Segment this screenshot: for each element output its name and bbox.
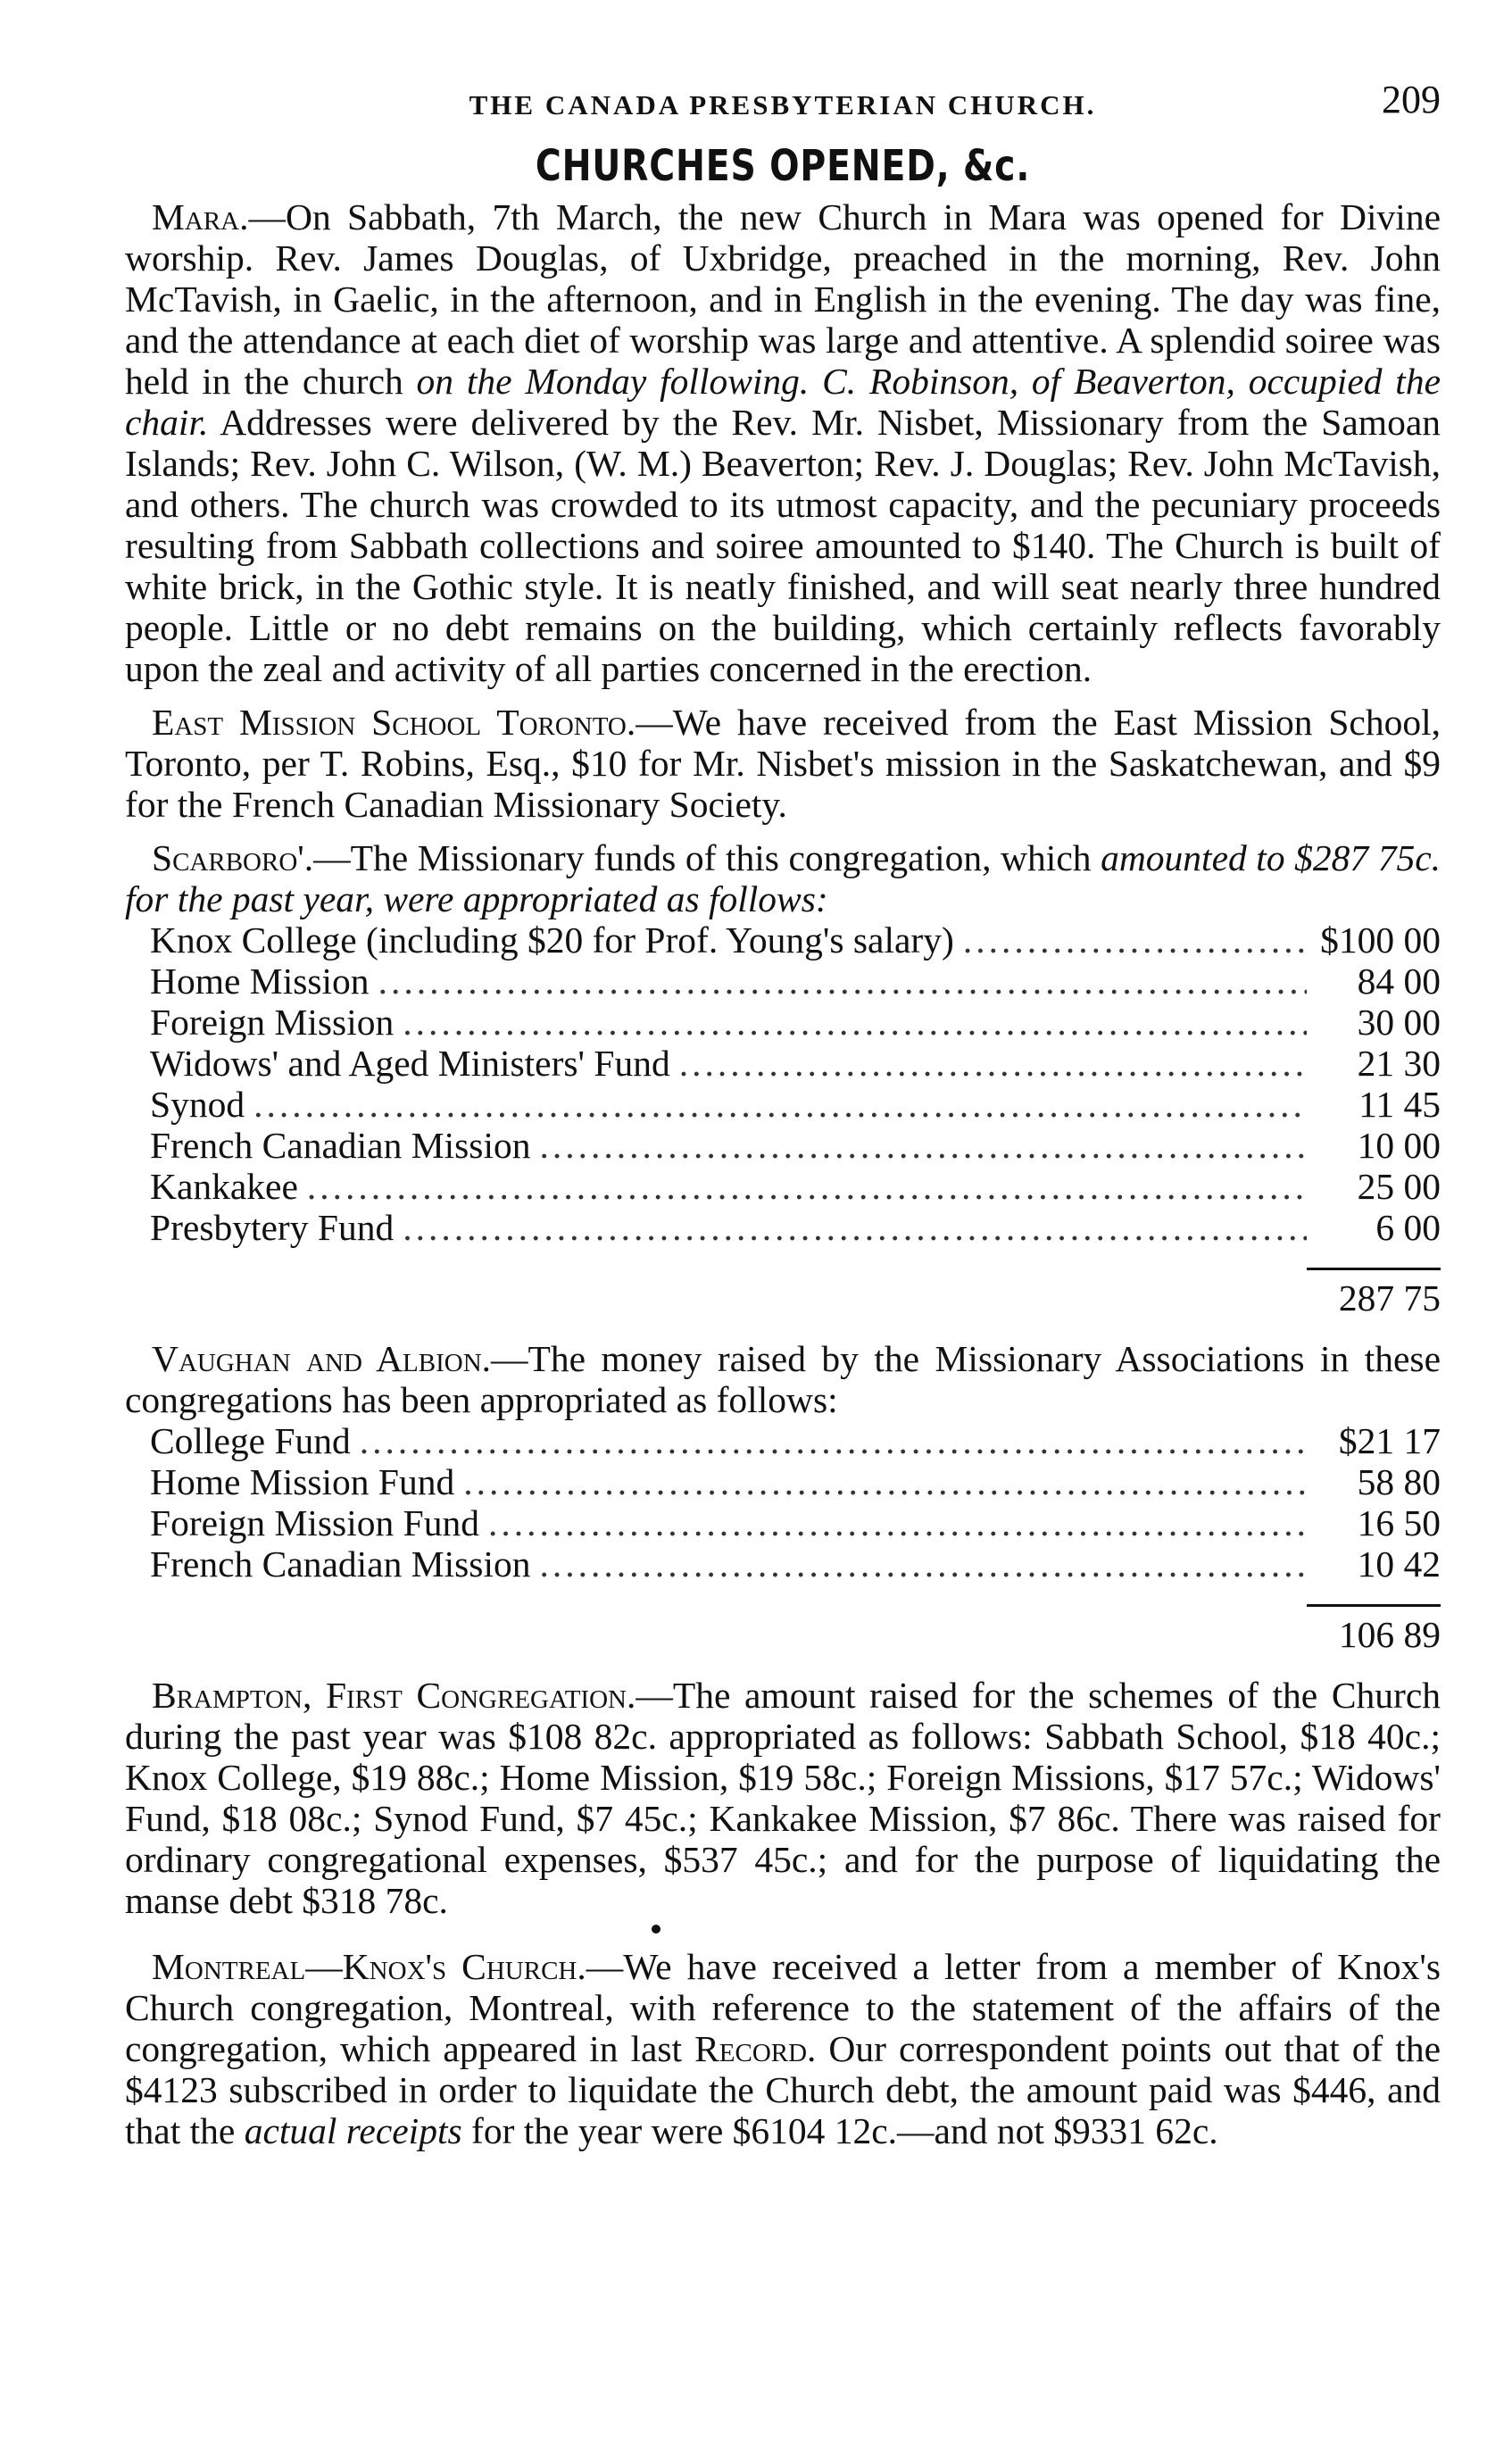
ledger-label: Synod (150, 1084, 245, 1125)
brampton-text: —The amount raised for the schemes of the Church during the past year was $108 82c. appropriated as follows: Sabbath School, $18 40c.; Knox College, $19 88c.; Home Mission, $19 58c.; Foreign Missions, $17 57c.; Widows' Fund, $18 08c.; Synod Fund, $7 45c.; Kankakee Mission, $7 86c. There was raised for ordinary congregational expenses, $537 45c.; and for the purpose of liquidating the manse debt $318 78c. (125, 1675, 1441, 1921)
ledger-scarboro (125, 919, 1441, 1248)
stray-dot (652, 1925, 660, 1934)
ledger-row (125, 1084, 1441, 1125)
total-rule (1307, 1604, 1441, 1607)
running-head-title: THE CANADA PRESBYTERIAN CHURCH. (469, 89, 1097, 121)
ledger-amount: 21 30 (1357, 1043, 1441, 1084)
scarboro-total: 287 75 (1338, 1277, 1441, 1318)
ledger-row (125, 1002, 1441, 1043)
total-rule (1307, 1268, 1441, 1270)
montreal-text: —We have received a letter from a member of Knox's Church congregation, Montreal, with reference to the statement of the affairs of the congregation, which appeared in last (125, 1946, 1441, 2069)
ledger-label: College Fund (150, 1420, 351, 1461)
ledger-row (125, 1461, 1441, 1502)
mara-italic: on the Monday following. C. Robinson, of Beaverton, occupied the chair. (125, 361, 1441, 443)
ledger-row (125, 1043, 1441, 1084)
scarboro-text: —The Missionary funds of this congregation, which (313, 837, 1101, 878)
ledger-row (125, 919, 1441, 961)
leader-dots (403, 1002, 1307, 1043)
vaughan-text: —The money raised by the Missionary Associations in these congregations has been appropriated as follows: (125, 1338, 1441, 1420)
ledger-row (125, 1166, 1441, 1207)
ledger-amount: 25 00 (1357, 1166, 1441, 1207)
paragraph-vaughan (125, 1338, 1441, 1420)
leader-dots (360, 1420, 1307, 1461)
ledger-amount: $100 00 (1320, 919, 1441, 961)
ledger-label: Foreign Mission (150, 1002, 395, 1043)
leader-dots (488, 1502, 1307, 1543)
leader-dots (539, 1543, 1307, 1584)
ledger-amount: 10 00 (1357, 1125, 1441, 1166)
leader-dots (378, 961, 1307, 1002)
east-mission-text: —We have received from the East Mission School, Toronto, per T. Robins, Esq., $10 for Mr. Nisbet's mission in the Saskatchewan, and $9 for the French Canadian Missionary Society. (125, 702, 1441, 825)
lead-scarboro: Scarboro'. (152, 837, 314, 878)
vaughan-total: 106 89 (1338, 1614, 1441, 1655)
mara-text2: Addresses were delivered by the Rev. Mr. Nisbet, Missionary from the Samoan Islands; Rev. John C. Wilson, (W. M.) Beaverton; Rev. J. Douglas; Rev. John McTavish, and others. The church was crowded to its utmost capacity, and the pecuniary proceeds resulting from Sabbath collections and soiree amounted to $140. The Church is built of white brick, in the Gothic style. It is neatly finished, and will seat nearly three hundred people. Little or no debt remains on the building, which certainly reflects favorably upon the zeal and activity of all parties concerned in the erection. (125, 402, 1441, 689)
montreal-record: Record. (694, 2028, 817, 2069)
leader-dots (679, 1043, 1307, 1084)
ledger-label: French Canadian Mission (150, 1543, 531, 1584)
montreal-text3: for the year were $6104 12c.—and not $9331 62c. (461, 2110, 1218, 2151)
paragraph-mara (125, 196, 1441, 689)
leader-dots (963, 919, 1307, 961)
lead-east-mission: East Mission School Toronto. (152, 702, 636, 743)
leader-dots (307, 1166, 1307, 1207)
ledger-label: Widows' and Aged Ministers' Fund (150, 1043, 670, 1084)
ledger-row (125, 1543, 1441, 1584)
lead-vaughan: Vaughan and Albion. (152, 1338, 492, 1379)
ledger-row (125, 1125, 1441, 1166)
paragraph-scarboro (125, 837, 1441, 919)
leader-dots (463, 1461, 1307, 1502)
ledger-amount: 10 42 (1357, 1543, 1441, 1584)
ledger-amount: 16 50 (1357, 1502, 1441, 1543)
section-heading: CHURCHES OPENED, &c. (535, 141, 1031, 191)
ledger-label: Foreign Mission Fund (150, 1502, 479, 1543)
lead-montreal: Montreal—Knox's Church. (152, 1946, 586, 1987)
ledger-label: Presbytery Fund (150, 1207, 395, 1248)
ledger-row (125, 961, 1441, 1002)
lead-brampton: Brampton, First Congregation. (152, 1675, 636, 1716)
ledger-label: Kankakee (150, 1166, 298, 1207)
ledger-label: Home Mission (150, 961, 370, 1002)
leader-dots (253, 1084, 1307, 1125)
ledger-vaughan (125, 1420, 1441, 1584)
running-head (125, 71, 1441, 134)
lead-mara: Mara. (152, 196, 249, 237)
mara-text: —On Sabbath, 7th March, the new Church in Mara was opened for Divine worship. Rev. James Douglas, of Uxbridge, preached in the morning, Rev. John McTavish, in Gaelic, in the afternoon, and in English in the evening. The day was fine, and the attendance at each diet of worship was large and attentive. A splendid soiree was held in the church (125, 196, 1441, 402)
ledger-label: Home Mission Fund (150, 1461, 455, 1502)
ledger-amount: $21 17 (1338, 1420, 1441, 1461)
leader-dots (539, 1125, 1307, 1166)
montreal-text2: Our correspondent points out that of the $4123 subscribed in order to liquidate the Church debt, the amount paid was $446, and that the (125, 2028, 1441, 2151)
ledger-row (125, 1420, 1441, 1461)
page (125, 71, 1441, 2164)
ledger-amount: 11 45 (1358, 1084, 1441, 1125)
ledger-amount: 84 00 (1357, 961, 1441, 1002)
ledger-amount: 6 00 (1375, 1207, 1441, 1248)
ledger-row (125, 1207, 1441, 1248)
ledger-amount: 58 80 (1357, 1461, 1441, 1502)
ledger-amount: 30 00 (1357, 1002, 1441, 1043)
leader-dots (403, 1207, 1307, 1248)
paragraph-brampton (125, 1675, 1441, 1921)
ledger-label: Knox College (including $20 for Prof. Young's salary) (150, 919, 954, 961)
ledger-row (125, 1502, 1441, 1543)
scarboro-italic: amounted to $287 75c. for the past year, were appropriated as follows: (125, 837, 1441, 919)
paragraph-montreal (125, 1946, 1441, 2151)
paragraph-east-mission (125, 702, 1441, 825)
ledger-label: French Canadian Mission (150, 1125, 531, 1166)
page-number: 209 (1382, 78, 1441, 121)
montreal-italic: actual receipts (244, 2110, 462, 2151)
